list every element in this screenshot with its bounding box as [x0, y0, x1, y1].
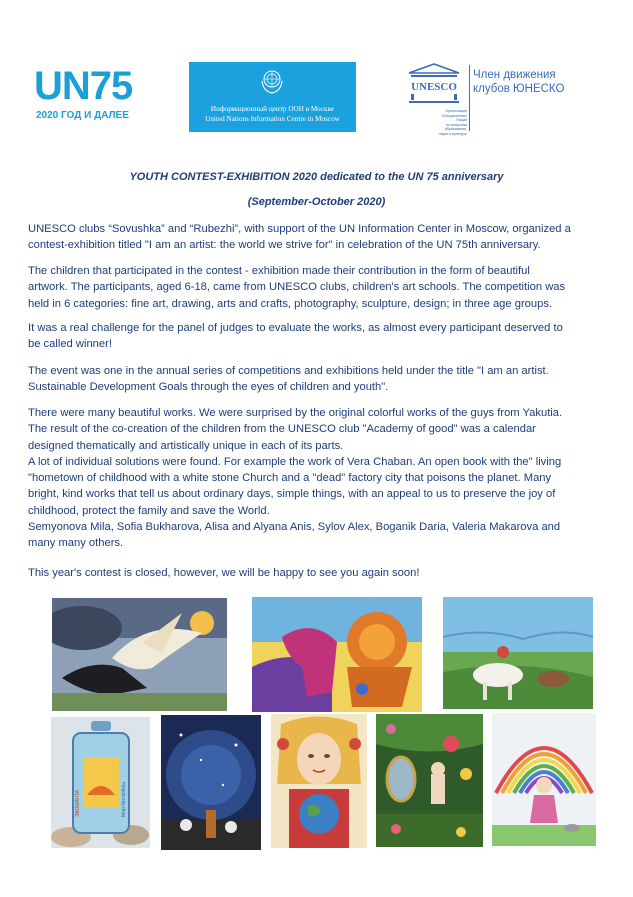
unic-name-ru: Информационный центр ООН в Москве	[210, 105, 335, 113]
un75-tagline: 2020 ГОД И ДАЛЕЕ	[36, 110, 129, 121]
horse-rider-painting	[443, 597, 593, 709]
paragraph-participants: The children that participated in the contest - exhibition made their contribution in the form of beautiful artwork. The participants, aged 6-18, came from UNESCO clubs, children's art schools. The competition was held in 6 categories: fine art, drawing, arts and crafts, photography, sculpture, design; in three age groups.	[28, 265, 566, 310]
un-emblem-icon	[258, 67, 286, 95]
paragraph-closing: This year's contest is closed, however, we will be happy to see you again soon!	[28, 567, 420, 579]
page-title: YOUTH CONTEST-EXHIBITION 2020 dedicated to the UN 75 anniversary	[129, 171, 504, 183]
unesco-temple-icon	[405, 63, 463, 105]
paragraph-judges: It was a real challenge for the panel of judges to evaluate the works, as almost every participant deserved to be called winner!	[28, 322, 563, 351]
paragraph-intro: UNESCO clubs “Sovushka” and “Rubezhi”, with support of the UN Information Center in Moscow, organized a contest-exhibition titled "I am an artist: the world we strive for" in celebration of the UN 75th anniversary.	[28, 223, 571, 252]
un75-logo	[34, 66, 156, 128]
girl-holding-earth-painting	[271, 714, 367, 848]
unesco-club-logo	[405, 63, 590, 136]
paragraph-event-series: The event was one in the annual series of competitions and exhibitions held under the title "I am an artist. Sustainable Development Goals through the eyes of children and youth".	[28, 365, 549, 394]
bull-and-lion-painting	[252, 597, 422, 712]
unic-name-en: United Nations Information Centre in Moscow	[205, 115, 340, 123]
unesco-org-text: Организация Объединенных Наций по вопросам образования, науки и культуры	[438, 109, 467, 136]
dove-and-crow-painting	[52, 598, 227, 711]
club-member-line1: Член движения	[473, 69, 556, 81]
paragraph-works: There were many beautiful works. We were surprised by the original colorful works of the guys from Yakutia. The result of the co-creation of the children from the UNESCO club "Academy of good" was a calendar designed thematically and artistically unique in each of its parts. A lot of individual solutions were found. For example the work of Vera Chaban. An open book with the" living "hometown of childhood with a white stone Church and a "dead" factory city that poisons the planet. Many bright, kind works that tell us about ordinary days, simple things, with an appeal to us to preserve the joy of childhood, protect the family and save the World. Semyonova Mila, Sofia Bukharova, Alisa and Alyana Anis, Sylov Alex, Boganik Daria, Valeria Makarova and many many others.	[28, 407, 563, 550]
lantern-right-text: Мир без войны	[121, 782, 127, 817]
unic-logo	[189, 62, 356, 132]
lantern-left-text: ЭКОМАЧТА	[75, 789, 81, 817]
night-sky-painting	[161, 715, 261, 850]
unesco-word: UNESCO	[411, 81, 457, 93]
un75-mark: UN75	[34, 64, 133, 108]
club-member-line2: клубов ЮНЕСКО	[473, 83, 565, 95]
forest-mirror-painting	[376, 714, 483, 847]
rainbow-girl-painting	[492, 713, 596, 846]
lantern-drawing	[51, 717, 150, 848]
page-dates: (September-October 2020)	[247, 196, 386, 208]
unesco-divider	[469, 65, 470, 131]
